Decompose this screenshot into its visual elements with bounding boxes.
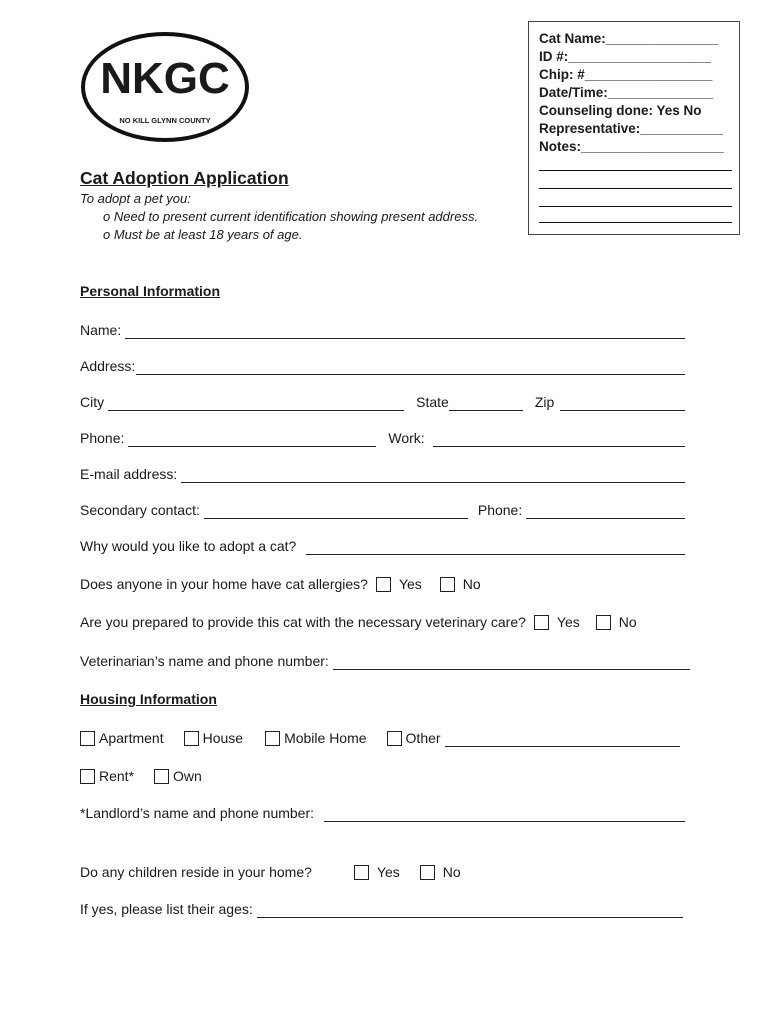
children-no-option	[420, 863, 461, 881]
children-question: Do any children reside in your home?	[80, 864, 312, 880]
allergies-question: Does anyone in your home have cat allergies?	[80, 576, 368, 592]
rent-option	[80, 767, 134, 785]
why-row	[80, 537, 685, 555]
apartment-checkbox[interactable]	[80, 731, 95, 746]
logo-text: NKGC	[100, 54, 230, 103]
other-label: Other	[405, 730, 441, 746]
allergies-yes-checkbox[interactable]	[376, 577, 391, 592]
id-field[interactable]: ID #:___________________	[539, 49, 711, 64]
state-label: State	[416, 394, 449, 410]
why-adopt-input[interactable]	[306, 541, 685, 555]
secondary-phone-label: Phone:	[477, 502, 523, 518]
form-title: Cat Adoption Application	[80, 168, 289, 188]
notes-line[interactable]	[539, 170, 732, 171]
intro-bullet: o Must be at least 18 years of age.	[103, 227, 303, 242]
notes-line[interactable]	[539, 206, 732, 207]
own-option	[154, 767, 202, 785]
mobile-home-checkbox[interactable]	[265, 731, 280, 746]
mobile-home-option	[265, 729, 366, 747]
landlord-row	[80, 804, 685, 822]
phone-row	[80, 429, 685, 447]
phone-input[interactable]	[128, 433, 376, 447]
address-row	[80, 357, 685, 375]
personal-info-heading: Personal Information	[80, 283, 221, 299]
ages-row	[80, 900, 683, 918]
mobile-home-label: Mobile Home	[284, 730, 367, 746]
children-row	[80, 863, 461, 881]
secondary-phone-input[interactable]	[526, 505, 685, 519]
house-checkbox[interactable]	[184, 731, 199, 746]
email-row	[80, 465, 685, 483]
children-no-label: No	[442, 864, 461, 880]
address-input[interactable]	[136, 361, 685, 375]
state-input[interactable]	[449, 397, 523, 411]
children-yes-label: Yes	[376, 864, 400, 880]
vet-care-question: Are you prepared to provide this cat with the necessary veterinary care?	[80, 614, 526, 630]
notes-line[interactable]	[539, 222, 732, 223]
date-time-field[interactable]: Date/Time:______________	[539, 85, 713, 100]
rent-checkbox[interactable]	[80, 769, 95, 784]
city-input[interactable]	[108, 397, 404, 411]
allergies-no-label: No	[462, 576, 481, 592]
intro-lead: To adopt a pet you:	[80, 191, 191, 206]
notes-line[interactable]	[539, 188, 732, 189]
cat-name-field[interactable]: Cat Name:_______________	[539, 31, 719, 46]
housing-type-row	[80, 729, 680, 747]
vet-name-input[interactable]	[333, 656, 690, 670]
city-row	[80, 393, 685, 411]
allergies-no-option	[440, 575, 481, 593]
vet-care-yes-label: Yes	[556, 614, 580, 630]
name-label: Name:	[80, 322, 122, 338]
secondary-contact-label: Secondary contact:	[80, 502, 200, 518]
children-yes-option	[354, 863, 400, 881]
children-no-checkbox[interactable]	[420, 865, 435, 880]
vet-care-row	[80, 613, 637, 631]
own-checkbox[interactable]	[154, 769, 169, 784]
city-label: City	[80, 394, 105, 410]
name-row	[80, 321, 685, 339]
apartment-option	[80, 729, 164, 747]
children-yes-checkbox[interactable]	[354, 865, 369, 880]
tenure-row	[80, 767, 202, 785]
work-label: Work:	[388, 430, 425, 446]
allergies-no-checkbox[interactable]	[440, 577, 455, 592]
vet-care-no-label: No	[618, 614, 637, 630]
intro-bullet: o Need to present current identification showing present address.	[103, 209, 479, 224]
vet-name-label: Veterinarian’s name and phone number:	[80, 653, 329, 669]
secondary-contact-input[interactable]	[204, 505, 468, 519]
landlord-input[interactable]	[324, 808, 685, 822]
other-checkbox[interactable]	[387, 731, 402, 746]
ages-input[interactable]	[257, 904, 683, 918]
why-adopt-label: Why would you like to adopt a cat?	[80, 538, 297, 554]
other-option	[387, 729, 441, 747]
other-input[interactable]	[445, 733, 680, 747]
counseling-field[interactable]: Counseling done: Yes No	[539, 103, 702, 118]
housing-info-heading: Housing Information	[80, 691, 217, 707]
zip-label: Zip	[534, 394, 555, 410]
house-label: House	[202, 730, 244, 746]
allergies-yes-option	[376, 575, 422, 593]
chip-field[interactable]: Chip: #_________________	[539, 67, 713, 82]
house-option	[184, 729, 243, 747]
name-input[interactable]	[125, 325, 685, 339]
phone-label: Phone:	[80, 430, 125, 446]
allergies-yes-label: Yes	[398, 576, 422, 592]
rent-label: Rent*	[99, 768, 135, 784]
email-input[interactable]	[181, 469, 685, 483]
vet-care-no-option	[596, 613, 637, 631]
vet-care-yes-option	[534, 613, 580, 631]
work-phone-input[interactable]	[433, 433, 685, 447]
logo-subtitle: NO KILL GLYNN COUNTY	[119, 116, 211, 125]
landlord-label: *Landlord’s name and phone number:	[80, 805, 315, 821]
representative-field[interactable]: Representative:___________	[539, 121, 723, 136]
notes-field[interactable]: Notes:___________________	[539, 139, 724, 154]
vet-care-no-checkbox[interactable]	[596, 615, 611, 630]
apartment-label: Apartment	[99, 730, 164, 746]
zip-input[interactable]	[560, 397, 685, 411]
secondary-row	[80, 501, 685, 519]
allergies-row	[80, 575, 481, 593]
address-label: Address:	[80, 358, 136, 374]
email-label: E-mail address:	[80, 466, 178, 482]
vet-name-row	[80, 652, 690, 670]
vet-care-yes-checkbox[interactable]	[534, 615, 549, 630]
own-label: Own	[173, 768, 202, 784]
ages-label: If yes, please list their ages:	[80, 901, 253, 917]
